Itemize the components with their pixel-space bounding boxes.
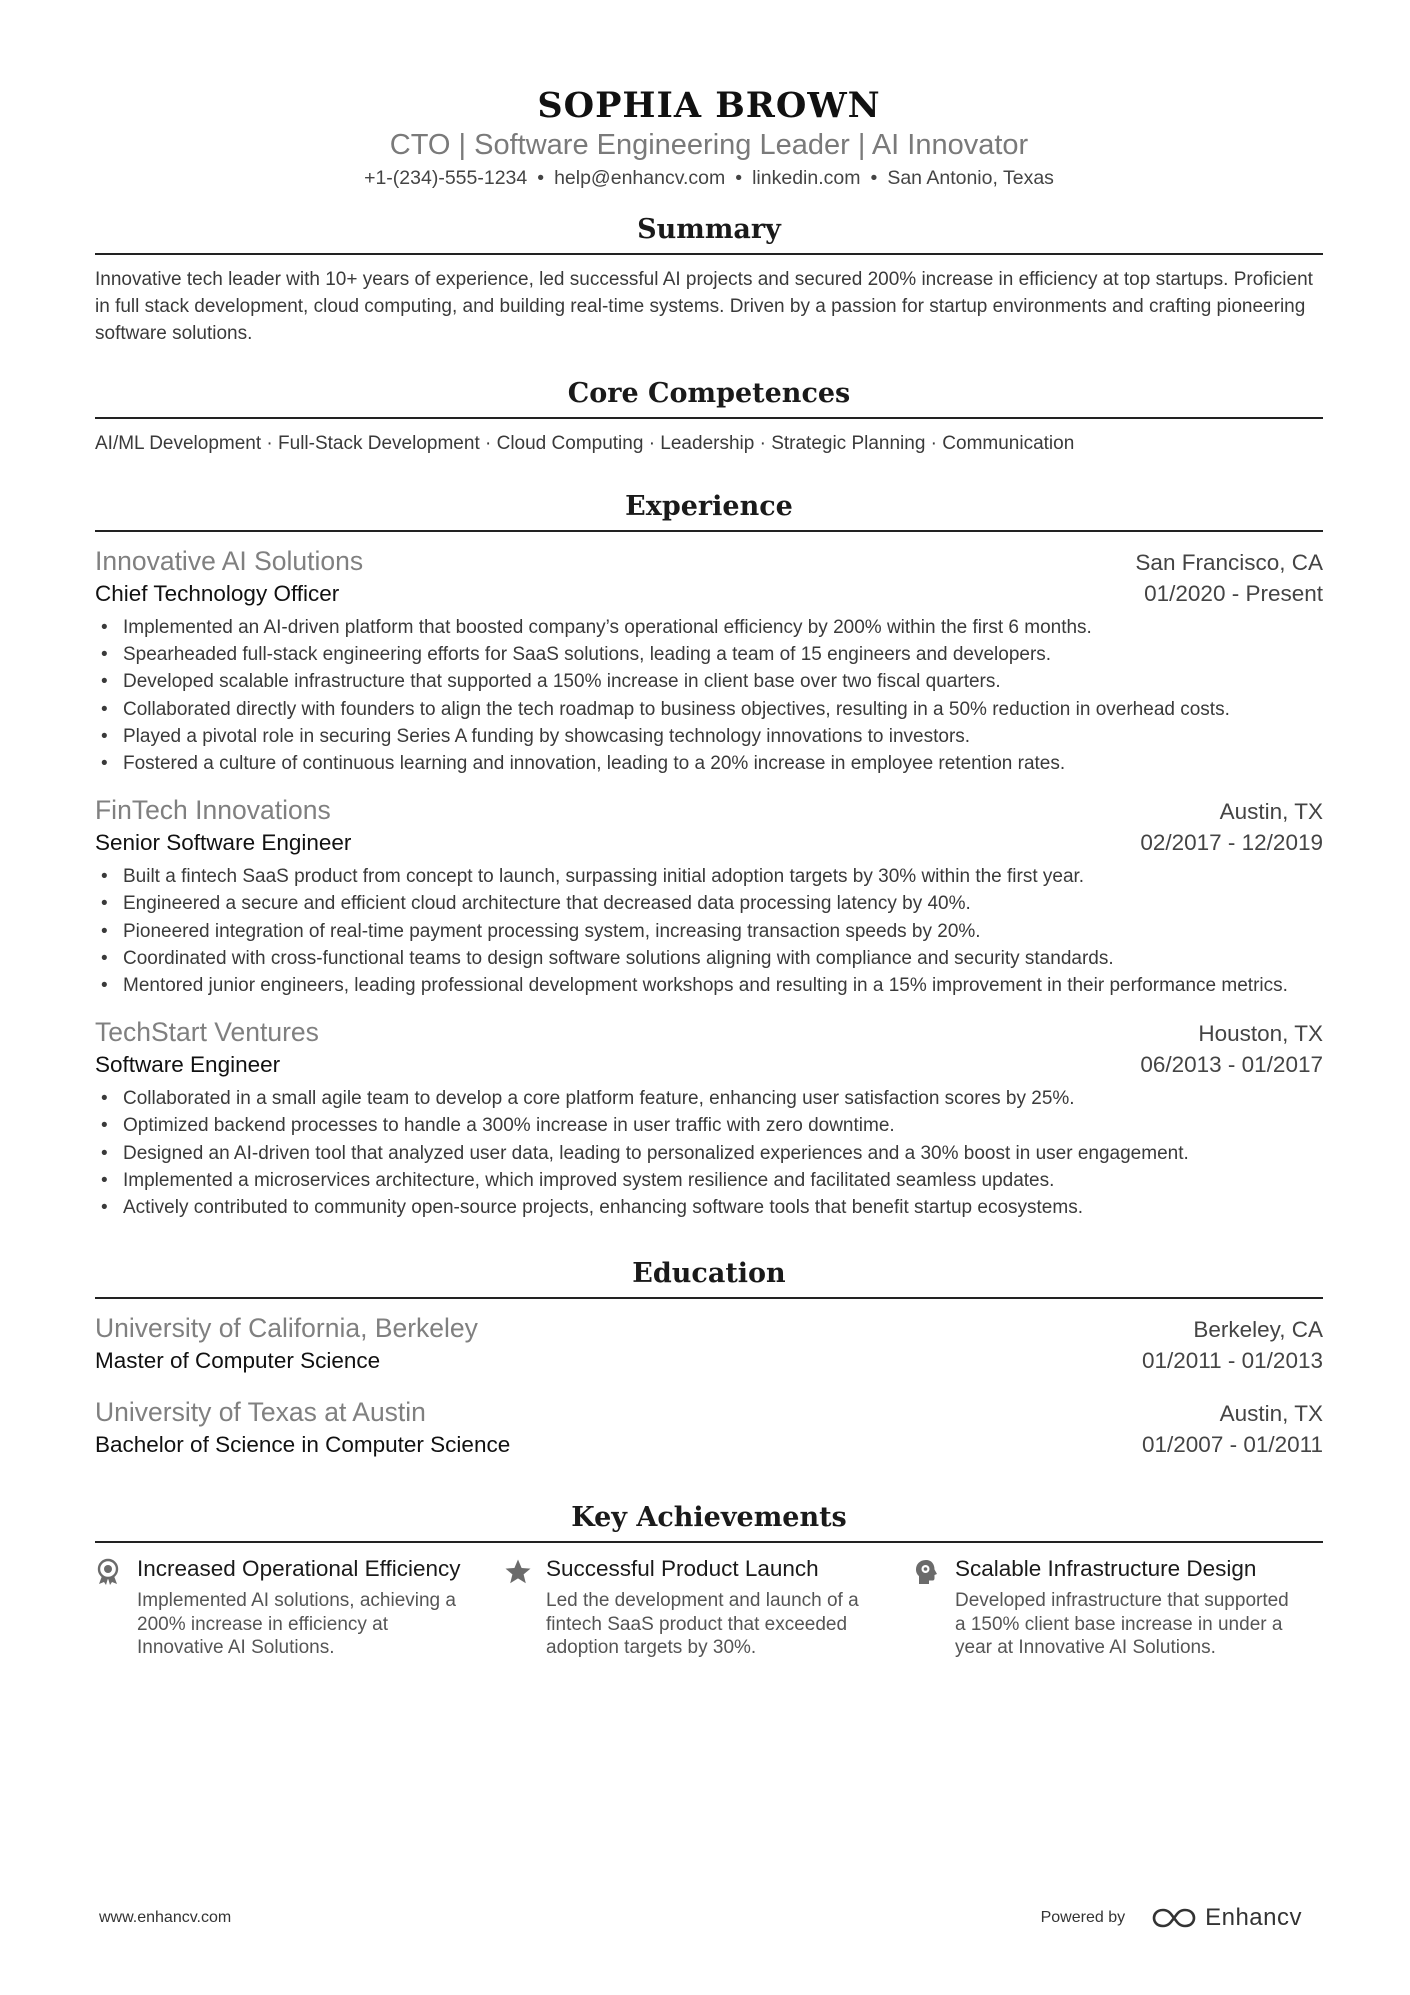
degree-name: Bachelor of Science in Computer Science	[95, 1432, 511, 1458]
bullet-item: • Fostered a culture of continuous learning and innovation, leading to a 20% increase in employee retention rates.	[123, 750, 1323, 777]
bullet-item: • Developed scalable infrastructure that supported a 150% increase in client base over two fiscal quarters.	[123, 668, 1323, 695]
section-divider	[95, 253, 1323, 255]
achievement-list	[95, 614, 1323, 777]
separator-dot: •	[735, 167, 743, 189]
bullet-item: • Designed an AI-driven tool that analyzed user data, leading to personalized experiences and a 30% boost in user engagement.	[123, 1140, 1323, 1167]
contact-email[interactable]: help@enhancv.com	[554, 167, 726, 189]
job-role: Chief Technology Officer	[95, 581, 340, 606]
contact-linkedin[interactable]: linkedin.com	[752, 167, 861, 189]
bullet-item: • Built a fintech SaaS product from concept to launch, surpassing initial adoption targets by 30% within the first year.	[123, 863, 1323, 890]
bullet-item: • Implemented an AI-driven platform that boosted company’s operational efficiency by 200% within the first 6 months.	[123, 614, 1323, 641]
school-location: Berkeley, CA	[1193, 1317, 1323, 1343]
education-section	[95, 1257, 1323, 1461]
summary-section	[95, 213, 1323, 347]
achievement-title: Successful Product Launch	[546, 1556, 819, 1582]
education-dates: 01/2011 - 01/2013	[1142, 1348, 1323, 1374]
job-dates: 01/2020 - Present	[1144, 581, 1323, 606]
competences-section	[95, 377, 1323, 457]
achievements-grid	[95, 1555, 1323, 1660]
enhancv-brand-name: Enhancv	[1205, 1904, 1302, 1931]
school-name: University of California, Berkeley	[95, 1313, 478, 1344]
section-heading: Summary	[637, 214, 781, 245]
company-name: FinTech Innovations	[95, 795, 331, 826]
resume-header	[95, 0, 1323, 191]
bullet-item: • Optimized backend processes to handle a 300% increase in user traffic with zero downtime.	[123, 1112, 1323, 1139]
job-location: Austin, TX	[1219, 799, 1323, 825]
job-location: San Francisco, CA	[1135, 550, 1323, 575]
section-heading: Key Achievements	[571, 1502, 847, 1534]
separator-dot: •	[870, 167, 878, 189]
bullet-item: • Played a pivotal role in securing Series A funding by showcasing technology innovations to investors.	[123, 723, 1323, 750]
award-icon	[95, 1555, 137, 1660]
resume-page	[95, 0, 1323, 1660]
experience-entry	[95, 1015, 1323, 1221]
section-heading: Core Competences	[567, 378, 851, 409]
achievement-description: Developed infrastructure that supported a 150% client base increase in under a year at Innovative AI Solutions.	[955, 1590, 1289, 1659]
page-footer	[99, 1904, 1302, 1932]
section-divider	[95, 1541, 1323, 1543]
experience-entry	[95, 544, 1323, 777]
company-name: TechStart Ventures	[95, 1017, 319, 1048]
achievement-title: Increased Operational Efficiency	[137, 1556, 461, 1582]
achievement-description: Led the development and launch of a fintech SaaS product that exceeded adoption targets by 30%.	[546, 1590, 859, 1659]
experience-section	[95, 490, 1323, 1221]
experience-entry	[95, 793, 1323, 999]
achievement-title: Scalable Infrastructure Design	[955, 1556, 1257, 1582]
achievement-card	[95, 1555, 504, 1660]
degree-name: Master of Computer Science	[95, 1348, 381, 1374]
separator-dot: •	[537, 167, 545, 189]
section-divider	[95, 417, 1323, 419]
achievement-card	[913, 1555, 1322, 1660]
achievements-section	[95, 1501, 1323, 1660]
candidate-title: CTO | Software Engineering Leader | AI Innovator	[389, 129, 1029, 161]
achievement-list	[95, 863, 1323, 999]
achievement-description: Implemented AI solutions, achieving a 200% increase in efficiency at Innovative AI Solutions.	[137, 1590, 456, 1659]
education-entry	[95, 1395, 1323, 1461]
bullet-item: • Engineered a secure and efficient cloud architecture that decreased data processing latency by 40%.	[123, 890, 1323, 917]
bullet-item: • Mentored junior engineers, leading professional development workshops and resulting in a 15% improvement in their performance metrics.	[123, 972, 1323, 999]
bullet-item: • Actively contributed to community open-source projects, enhancing software tools that benefit startup ecosystems.	[123, 1194, 1323, 1221]
education-dates: 01/2007 - 01/2011	[1142, 1432, 1323, 1458]
job-role: Senior Software Engineer	[95, 830, 352, 856]
bullet-item: • Spearheaded full-stack engineering efforts for SaaS solutions, leading a team of 15 engineers and developers.	[123, 641, 1323, 668]
footer-website-link[interactable]: www.enhancv.com	[99, 1909, 232, 1926]
contact-location: San Antonio, Texas	[887, 167, 1054, 189]
achievement-card	[504, 1555, 913, 1660]
powered-by-label: Powered by	[1040, 1909, 1126, 1926]
enhancv-logo-icon	[1151, 1906, 1197, 1930]
school-location: Austin, TX	[1219, 1401, 1323, 1427]
education-entry	[95, 1311, 1323, 1377]
bullet-item: • Coordinated with cross-functional teams to design software solutions aligning with compliance and security standards.	[123, 945, 1323, 972]
section-heading: Experience	[625, 491, 793, 522]
brain-head-icon	[913, 1555, 955, 1660]
job-role: Software Engineer	[95, 1052, 281, 1078]
section-heading: Education	[632, 1258, 786, 1290]
section-divider	[95, 1297, 1323, 1299]
star-icon	[504, 1555, 546, 1660]
contact-phone: +1-(234)-555-1234	[364, 167, 528, 189]
footer-branding	[1041, 1904, 1302, 1932]
job-location: Houston, TX	[1198, 1021, 1323, 1047]
bullet-item: • Collaborated directly with founders to align the tech roadmap to business objectives, resulting in a 50% reduction in overhead costs.	[123, 696, 1323, 723]
competences-list: AI/ML Development · Full-Stack Development · Cloud Computing · Leadership · Strategic Planning · Communication	[95, 433, 1075, 454]
bullet-item: • Implemented a microservices architecture, which improved system resilience and facilitated seamless updates.	[123, 1167, 1323, 1194]
contact-line	[95, 165, 1323, 191]
school-name: University of Texas at Austin	[95, 1397, 426, 1428]
achievement-list	[95, 1085, 1323, 1221]
job-dates: 02/2017 - 12/2019	[1140, 830, 1323, 856]
job-dates: 06/2013 - 01/2017	[1140, 1052, 1323, 1078]
bullet-item: • Pioneered integration of real-time payment processing system, increasing transaction speeds by 20%.	[123, 918, 1323, 945]
summary-text: Innovative tech leader with 10+ years of experience, led successful AI projects and secured 200% increase in efficiency at top startups. Proficient in full stack development, cloud computing, and building real-time systems. Driven by a passion for startup environments and crafting pioneering software solutions.	[95, 269, 1313, 344]
bullet-item: • Collaborated in a small agile team to develop a core platform feature, enhancing user satisfaction scores by 25%.	[123, 1085, 1323, 1112]
section-divider	[95, 530, 1323, 532]
company-name: Innovative AI Solutions	[95, 546, 364, 576]
candidate-name: SOPHIA BROWN	[537, 85, 881, 126]
